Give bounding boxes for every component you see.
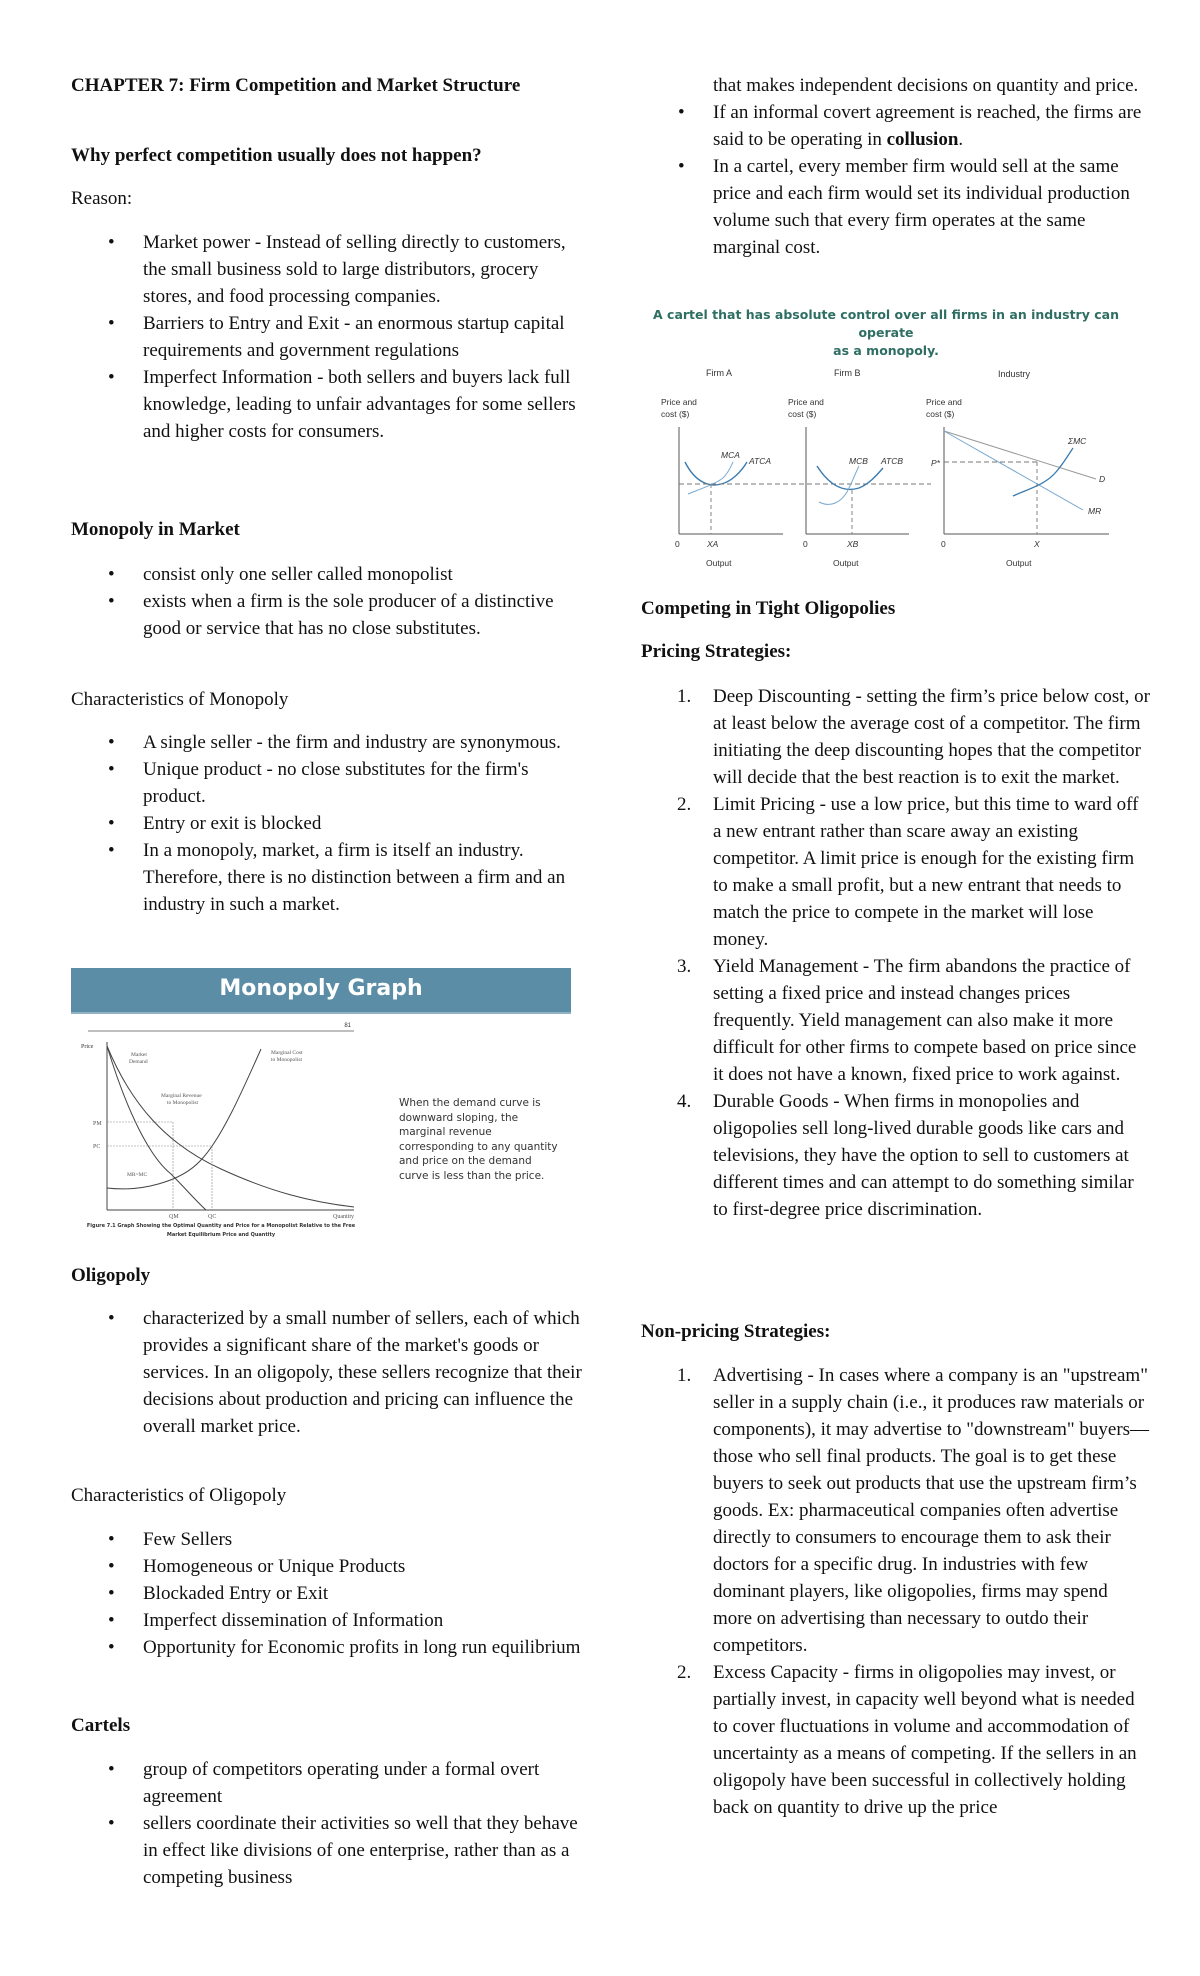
svg-text:to Monopolist: to Monopolist bbox=[167, 1100, 199, 1106]
pricing-strategies-heading: Pricing Strategies: bbox=[641, 641, 792, 662]
list-item: • In a cartel, every member firm would sell at the same price and each firm would set its individual production volume such that every firm operates at the same marginal cost. bbox=[641, 153, 1151, 261]
svg-text:PC: PC bbox=[93, 1144, 101, 1150]
list-item: 1. Deep Discounting - setting the firm’s price below cost, or at least below the average cost of a competitor. The firm initiating the deep discounting hopes that the competitor will decide that the best reaction is to exit the market. bbox=[677, 686, 1150, 788]
oligopoly-characteristics-label: Characteristics of Oligopoly bbox=[71, 1485, 287, 1506]
list-item: • Market power - Instead of selling directly to customers, the small business sold to large distributors, grocery stores, and food processing companies. bbox=[71, 229, 591, 310]
svg-text:Output: Output bbox=[1006, 558, 1032, 568]
svg-text:XB: XB bbox=[847, 539, 859, 549]
list-item: 2. Excess Capacity - firms in oligopolies may invest, or partially invest, in capacity well beyond what is needed to cover fluctuations in volume and accommodation of uncertainty as a means of competing. If the sellers in an oligopoly have been successful in collectively holding back on quantity to drive up the price bbox=[677, 1662, 1137, 1818]
monopoly-graph-body bbox=[71, 1014, 571, 1253]
cartel-figure bbox=[641, 306, 1141, 582]
collusion-term: collusion bbox=[886, 129, 959, 150]
svg-text:ΣMC: ΣMC bbox=[1068, 436, 1087, 446]
oligopoly-points-list bbox=[71, 1305, 586, 1440]
monopoly-graph-banner: Monopoly Graph bbox=[71, 968, 571, 1014]
list-item: • group of competitors operating under a formal overt agreement bbox=[71, 1756, 586, 1810]
svg-text:0: 0 bbox=[941, 539, 946, 549]
svg-text:D: D bbox=[1099, 474, 1106, 484]
svg-text:QC: QC bbox=[208, 1214, 217, 1220]
list-item: • Blockaded Entry or Exit bbox=[71, 1580, 586, 1607]
reason-label: Reason: bbox=[71, 188, 133, 209]
svg-text:Price: Price bbox=[81, 1044, 94, 1050]
list-item: • Homogeneous or Unique Products bbox=[71, 1553, 586, 1580]
svg-text:MCB: MCB bbox=[849, 456, 868, 466]
list-item: • characterized by a small number of sellers, each of which provides a significant share of the market's goods or services. In an oligopoly, these sellers recognize that their decisions about production and pricing can influence the overall market price. bbox=[71, 1305, 586, 1440]
list-item: • If an informal covert agreement is reached, the firms are said to be operating in collusion. bbox=[641, 99, 1151, 153]
list-item-continuation: that makes independent decisions on quantity and price. bbox=[713, 75, 1139, 96]
svg-text:Figure 7.1 Graph Showing the O: Figure 7.1 Graph Showing the Optimal Quantity and Price for a Monopolist Relative to the Free bbox=[86, 1223, 356, 1229]
non-pricing-strategies-heading: Non-pricing Strategies: bbox=[641, 1321, 831, 1342]
monopoly-graph-figure bbox=[71, 968, 571, 1251]
svg-text:QM: QM bbox=[169, 1214, 179, 1220]
list-item: • consist only one seller called monopolist bbox=[71, 561, 571, 588]
list-item: • Imperfect dissemination of Information bbox=[71, 1607, 586, 1634]
oligopoly-characteristics-list bbox=[71, 1526, 586, 1661]
list-item: 3. Yield Management - The firm abandons the practice of setting a fixed price and instead changes prices frequently. Yield management can also make it more difficult for other firms to compete based on price since it does not have a known, fixed price to work against. bbox=[677, 956, 1137, 1085]
svg-text:Demand: Demand bbox=[129, 1059, 148, 1065]
svg-text:ATCA: ATCA bbox=[749, 456, 772, 466]
svg-text:Industry: Industry bbox=[998, 369, 1031, 379]
monopoly-heading: Monopoly in Market bbox=[71, 519, 240, 540]
list-item: • sellers coordinate their activities so well that they behave in effect like divisions of one enterprise, rather than as a competing business bbox=[71, 1810, 586, 1891]
svg-text:P*: P* bbox=[931, 458, 940, 468]
non-pricing-strategies-list bbox=[641, 1362, 1151, 1821]
cartels-heading: Cartels bbox=[71, 1715, 131, 1736]
chapter-title: CHAPTER 7: Firm Competition and Market Structure bbox=[71, 75, 521, 96]
list-item: • Opportunity for Economic profits in long run equilibrium bbox=[71, 1634, 586, 1661]
svg-text:Price and: Price and bbox=[788, 397, 824, 407]
svg-text:cost ($): cost ($) bbox=[788, 409, 817, 419]
svg-text:Marginal Cost: Marginal Cost bbox=[271, 1050, 303, 1056]
monopoly-characteristics-list bbox=[71, 729, 586, 918]
monopoly-graph-note: When the demand curve is downward sloping, the marginal revenue corresponding to any quantity and price on the demand curve is less than the price. bbox=[399, 1097, 558, 1182]
list-item: • exists when a firm is the sole producer of a distinctive good or service that has no close substitutes. bbox=[71, 588, 571, 642]
svg-text:cost ($): cost ($) bbox=[661, 409, 690, 419]
svg-text:Output: Output bbox=[833, 558, 859, 568]
svg-text:Quantity: Quantity bbox=[333, 1214, 354, 1220]
svg-text:ATCB: ATCB bbox=[881, 456, 904, 466]
svg-text:Market Equilibrium Price and Q: Market Equilibrium Price and Quantity bbox=[166, 1232, 276, 1238]
svg-text:Price and: Price and bbox=[926, 397, 962, 407]
monopoly-points-list bbox=[71, 561, 571, 642]
list-item: 4. Durable Goods - When firms in monopolies and oligopolies sell long-lived durable goods like cars and televisions, they have the option to sell to customers at different times and can attempt to do something similar to first-degree price discrimination. bbox=[677, 1091, 1134, 1220]
oligopoly-heading: Oligopoly bbox=[71, 1265, 151, 1286]
svg-text:X: X bbox=[1034, 539, 1040, 549]
svg-text:Market: Market bbox=[131, 1052, 147, 1058]
list-item: • Few Sellers bbox=[71, 1526, 586, 1553]
list-item: 2. Limit Pricing - use a low price, but this time to ward off a new entrant rather than scare away an existing competitor. A limit price is enough for the existing firm to make a small profit, but a new entrant that needs to match the price to compete in the market will lose money. bbox=[677, 794, 1139, 950]
list-item: • In a monopoly, market, a firm is itself an industry. Therefore, there is no distinction between a firm and an industry in such a market. bbox=[71, 837, 586, 918]
monopoly-characteristics-label: Characteristics of Monopoly bbox=[71, 689, 289, 710]
reasons-list bbox=[71, 229, 591, 445]
list-item: • Barriers to Entry and Exit - an enormous startup capital requirements and government regulations bbox=[71, 310, 591, 364]
cartel-figure-title: A cartel that has absolute control over all firms in an industry can operate as a monopoly. bbox=[653, 307, 1119, 358]
svg-text:MR=MC: MR=MC bbox=[127, 1172, 148, 1178]
cartel-points-continued bbox=[641, 72, 1151, 261]
list-item: • Entry or exit is blocked bbox=[71, 810, 586, 837]
svg-text:Marginal Revenue: Marginal Revenue bbox=[161, 1093, 202, 1099]
svg-text:MR: MR bbox=[1088, 506, 1102, 516]
list-item: • A single seller - the firm and industry are synonymous. bbox=[71, 729, 586, 756]
svg-text:81: 81 bbox=[344, 1023, 351, 1029]
list-item: • Imperfect Information - both sellers and buyers lack full knowledge, leading to unfair advantages for some sellers and higher costs for consumers. bbox=[71, 364, 591, 445]
list-item: 1. Advertising - In cases where a company is an "upstream" seller in a supply chain (i.e., it produces raw materials or components), it may advertise to "downstream" buyers—those who sell final products. The goal is to get these buyers to seek out products that use the upstream firm’s goods. Ex: pharmaceutical companies often advertise directly to consumers to encourage them to ask their doctors for a specific drug. In industries with few dominant players, like oligopolies, firms may spend more on advertising than necessary to outdo their competitors. bbox=[677, 1365, 1150, 1656]
cartel-figure-chart bbox=[641, 342, 1141, 582]
tight-oligopolies-heading: Competing in Tight Oligopolies bbox=[641, 598, 896, 619]
svg-text:MCA: MCA bbox=[721, 450, 740, 460]
cartel-points-list bbox=[71, 1756, 586, 1891]
svg-text:0: 0 bbox=[675, 539, 680, 549]
why-heading: Why perfect competition usually does not happen? bbox=[71, 145, 482, 166]
svg-text:to Monopolist: to Monopolist bbox=[271, 1057, 303, 1063]
svg-text:Firm B: Firm B bbox=[834, 368, 861, 378]
svg-text:PM: PM bbox=[93, 1121, 102, 1127]
svg-text:Price and: Price and bbox=[661, 397, 697, 407]
monopoly-graph-chart bbox=[71, 1014, 381, 1253]
svg-text:0: 0 bbox=[803, 539, 808, 549]
svg-text:cost ($): cost ($) bbox=[926, 409, 955, 419]
svg-text:Firm A: Firm A bbox=[706, 368, 732, 378]
pricing-strategies-list bbox=[641, 683, 1151, 1223]
svg-text:XA: XA bbox=[707, 539, 719, 549]
svg-text:Output: Output bbox=[706, 558, 732, 568]
list-item: • Unique product - no close substitutes for the firm's product. bbox=[71, 756, 586, 810]
